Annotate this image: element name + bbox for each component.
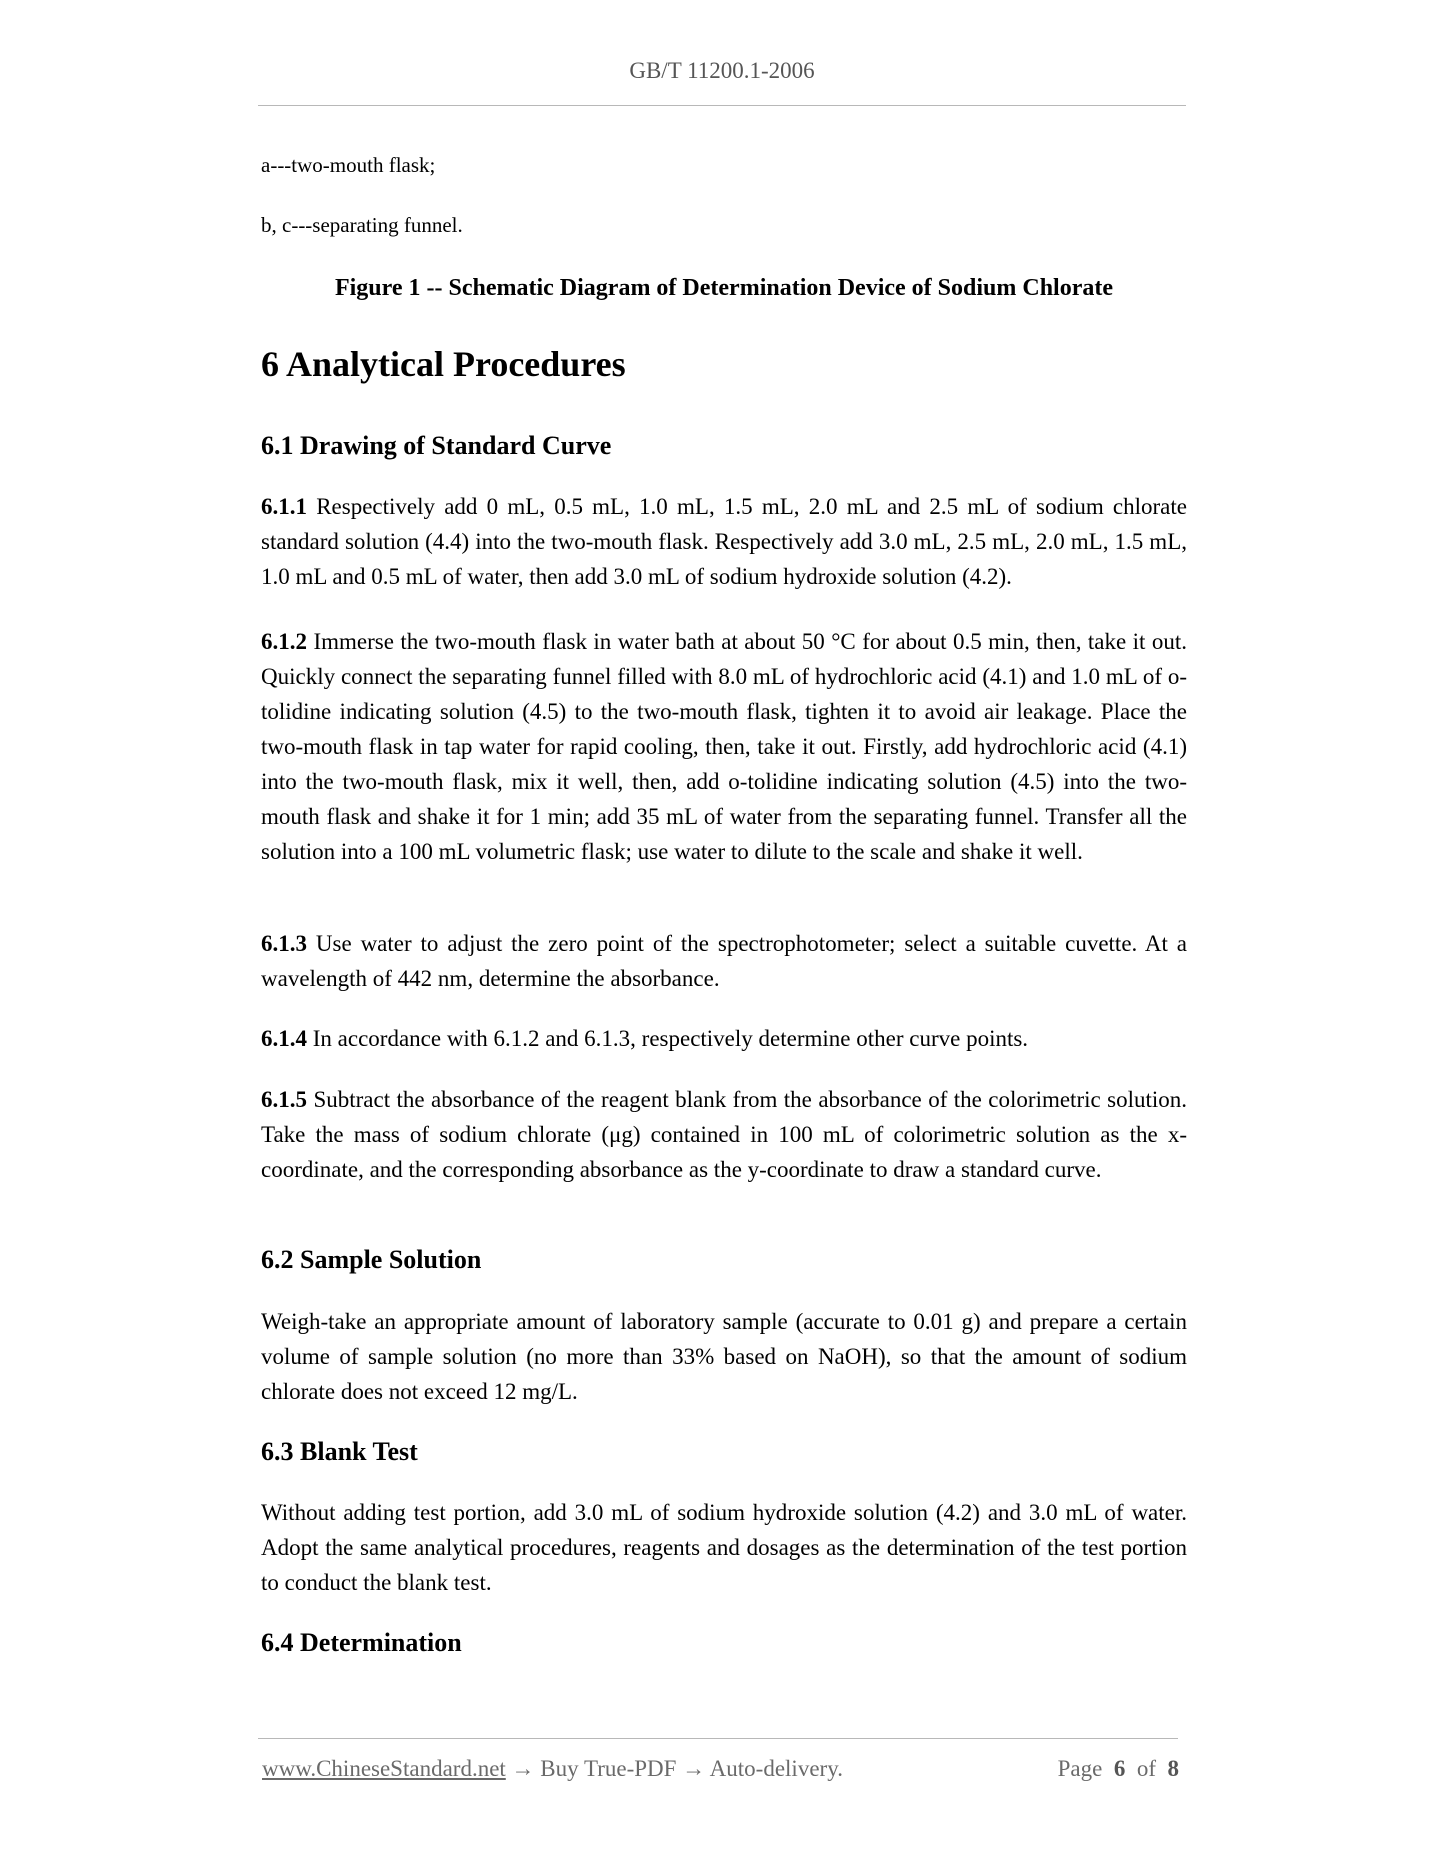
footer-promo	[262, 1756, 843, 1782]
clause-text: Subtract the absorbance of the reagent blank from the absorbance of the colorimetric solution. Take the mass of sodium chlorate (μg) contained in 100 mL of colorimetric solution as the x-coordinate, and the corresponding absorbance as the y-coordinate to draw a standard curve.	[261, 1087, 1188, 1182]
clause-text: Immerse the two-mouth flask in water bath at about 50 °C for about 0.5 min, then, take it out. Quickly connect the separating funnel filled with 8.0 mL of hydrochloric acid (4.1) and 1.0 mL of o-tolidine indicating solution (4.5) to the two-mouth flask, tighten it to avoid air leakage. Place the two-mouth flask in tap water for rapid cooling, then, take it out. Firstly, add hydrochloric acid (4.1) into the two-mouth flask, mix it well, then, add o-tolidine indicating solution (4.5) into the two-mouth flask and shake it for 1 min; add 35 mL of water from the separating funnel. Transfer all the solution into a 100 mL volumetric flask; use water to dilute to the scale and shake it well.	[261, 629, 1187, 864]
section-6-4-heading: 6.4 Determination	[261, 1628, 462, 1657]
arrow-right-icon: →	[682, 1756, 706, 1781]
buy-text: Buy True-PDF	[540, 1756, 677, 1781]
blank-test-text: Without adding test portion, add 3.0 mL of sodium hydroxide solution (4.2) and 3.0 mL of water. Adopt the same analytical procedures, reagents and dosages as the determination of the test portion to conduct the blank test.	[261, 1500, 1187, 1595]
paragraph-6-1-2	[261, 624, 1187, 869]
section-6-3-heading: 6.3 Blank Test	[261, 1437, 418, 1466]
clause-number: 6.1.3	[261, 931, 307, 956]
page-word: Page	[1057, 1756, 1103, 1781]
total-pages: 8	[1167, 1756, 1179, 1781]
header-divider	[258, 105, 1186, 106]
clause-number: 6.1.1	[261, 494, 307, 519]
paragraph-6-1-4	[261, 1021, 1187, 1056]
paragraph-6-1-5	[261, 1082, 1187, 1187]
paragraph-6-1-3	[261, 926, 1187, 996]
paragraph-6-3	[261, 1495, 1187, 1600]
section-6-2-heading: 6.2 Sample Solution	[261, 1245, 482, 1274]
footer-divider	[258, 1738, 1178, 1739]
page-number	[1058, 1756, 1179, 1782]
site-link[interactable]: www.ChineseStandard.net	[262, 1756, 506, 1781]
page-header: GB/T 11200.1-2006	[629, 58, 815, 83]
legend-item-a: a---two-mouth flask;	[261, 153, 436, 177]
clause-number: 6.1.4	[261, 1026, 307, 1051]
arrow-right-icon: →	[511, 1756, 535, 1781]
sample-solution-text: Weigh-take an appropriate amount of laboratory sample (accurate to 0.01 g) and prepare a certain volume of sample solution (no more than 33% based on NaOH), so that the amount of sodium chlorate does not exceed 12 mg/L.	[261, 1309, 1187, 1404]
paragraph-6-2	[261, 1304, 1187, 1409]
clause-text: Respectively add 0 mL, 0.5 mL, 1.0 mL, 1.5 mL, 2.0 mL and 2.5 mL of sodium chlorate standard solution (4.4) into the two-mouth flask. Respectively add 3.0 mL, 2.5 mL, 2.0 mL, 1.5 mL, 1.0 mL and 0.5 mL of water, then add 3.0 mL of sodium hydroxide solution (4.2).	[261, 494, 1187, 589]
clause-number: 6.1.5	[261, 1087, 307, 1112]
clause-number: 6.1.2	[261, 629, 307, 654]
current-page: 6	[1113, 1756, 1126, 1781]
legend-item-bc: b, c---separating funnel.	[261, 213, 463, 237]
of-word: of	[1136, 1756, 1156, 1781]
figure-caption: Figure 1 -- Schematic Diagram of Determination Device of Sodium Chlorate	[334, 275, 1114, 301]
delivery-text: Auto-delivery.	[709, 1756, 843, 1781]
paragraph-6-1-1	[261, 489, 1187, 594]
section-6-heading: 6 Analytical Procedures	[261, 344, 626, 384]
section-6-1-heading: 6.1 Drawing of Standard Curve	[261, 431, 612, 460]
clause-text: Use water to adjust the zero point of the spectrophotometer; select a suitable cuvette. At a wavelength of 442 nm, determine the absorbance.	[261, 931, 1188, 991]
clause-text: In accordance with 6.1.2 and 6.1.3, respectively determine other curve points.	[312, 1026, 1029, 1051]
